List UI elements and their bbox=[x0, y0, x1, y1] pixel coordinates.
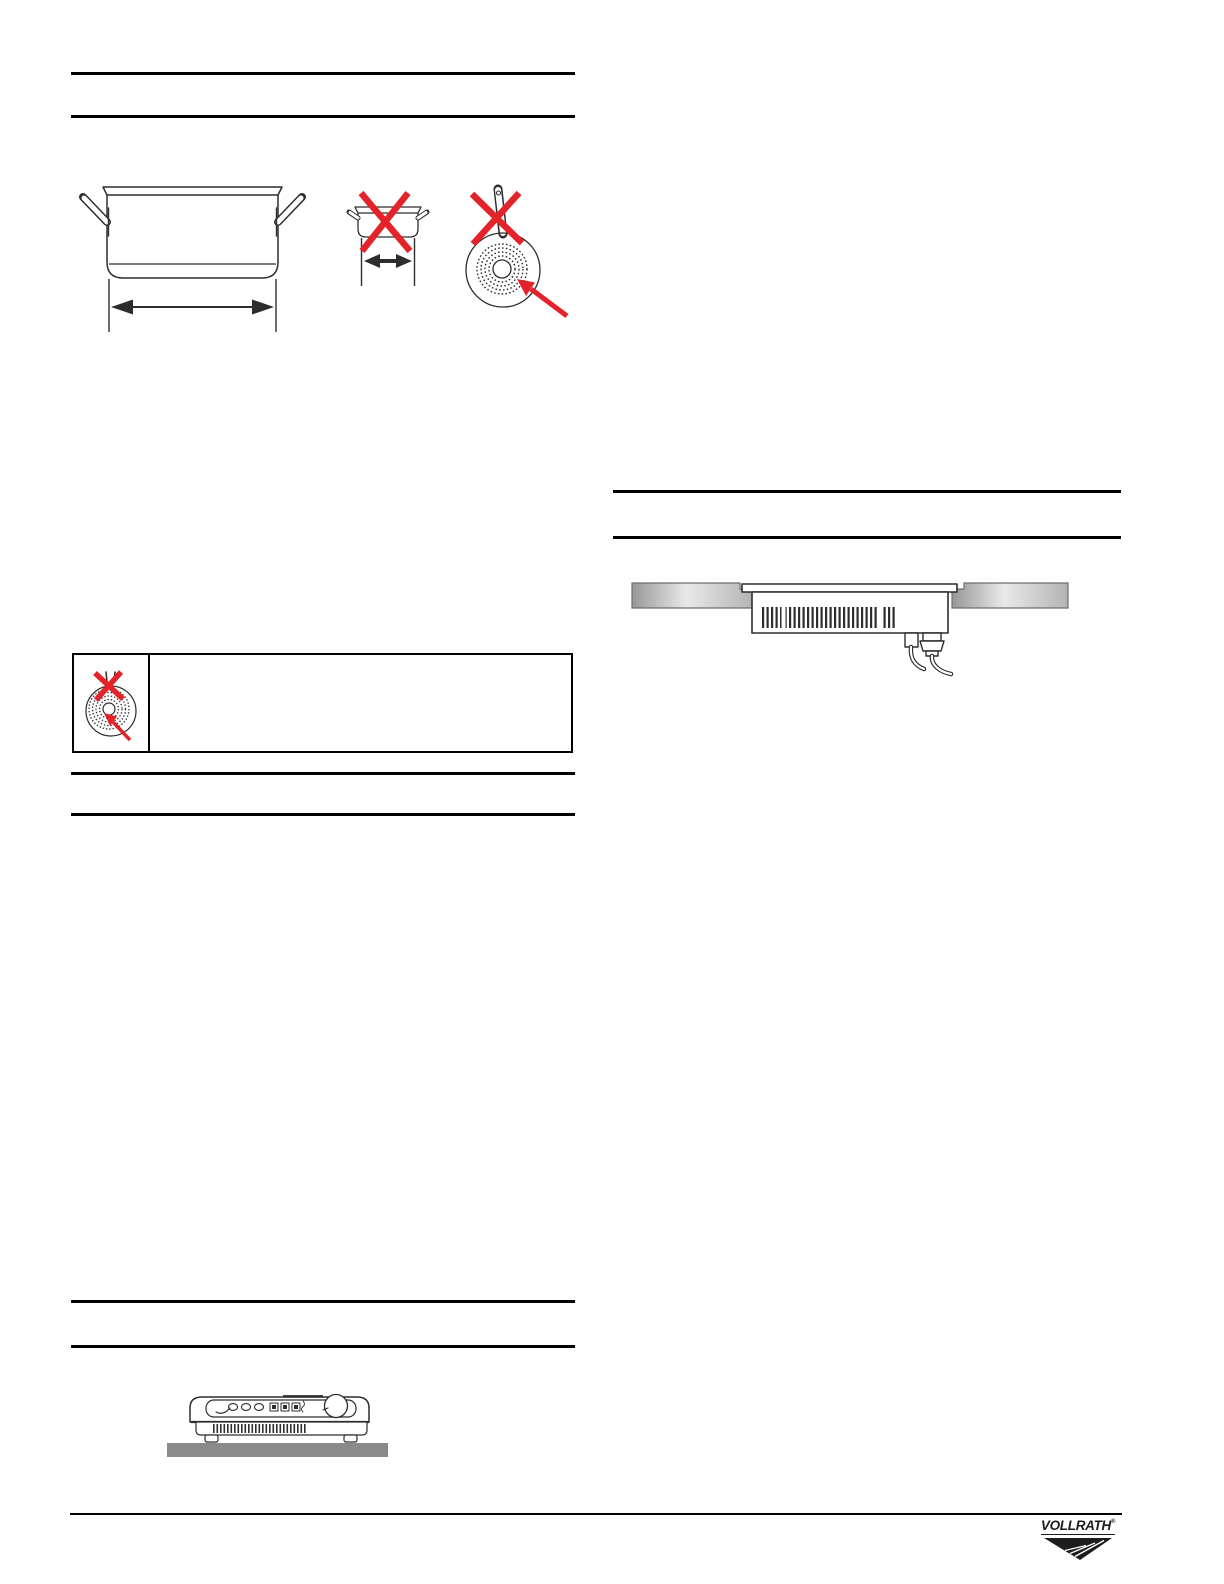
section-rule bbox=[613, 536, 1121, 539]
small-pot-x-icon bbox=[349, 193, 427, 286]
solid-surface bbox=[167, 1443, 388, 1457]
unit-base bbox=[196, 1422, 367, 1435]
red-arrow bbox=[531, 289, 567, 316]
section-rule bbox=[71, 72, 575, 75]
section-rule bbox=[71, 1345, 575, 1348]
foot bbox=[205, 1435, 218, 1442]
section-rule bbox=[71, 772, 575, 775]
section-rule bbox=[71, 813, 575, 816]
cable-gland bbox=[923, 633, 941, 641]
section-rule bbox=[71, 1300, 575, 1303]
warning-box bbox=[72, 653, 573, 753]
countertop-right bbox=[952, 583, 1068, 608]
section-rule bbox=[613, 490, 1121, 493]
warning-icon-cell bbox=[74, 655, 150, 751]
countertop-unit-icon bbox=[163, 1378, 403, 1462]
registered-mark: ® bbox=[1110, 1519, 1116, 1525]
warning-pan-icon bbox=[79, 659, 143, 747]
drop-in-cross-section-icon bbox=[612, 570, 1082, 678]
warning-text-cell bbox=[150, 655, 571, 751]
section-rule bbox=[71, 115, 575, 118]
countertop-left bbox=[632, 583, 753, 608]
vollrath-logotype bbox=[1041, 1519, 1115, 1535]
logo-text: VOLLRATH bbox=[1040, 1518, 1111, 1533]
control-knob bbox=[325, 1395, 348, 1418]
cookware-requirements-illustration bbox=[70, 172, 575, 340]
large-pot-diameter-icon bbox=[83, 187, 302, 332]
pan-bottom-x-icon bbox=[466, 189, 567, 316]
unit-flange bbox=[742, 584, 957, 592]
vollrath-swoosh-icon bbox=[1042, 1536, 1114, 1562]
foot bbox=[344, 1435, 357, 1442]
vollrath-logo bbox=[1036, 1519, 1120, 1562]
footer-rule bbox=[70, 1513, 1122, 1515]
